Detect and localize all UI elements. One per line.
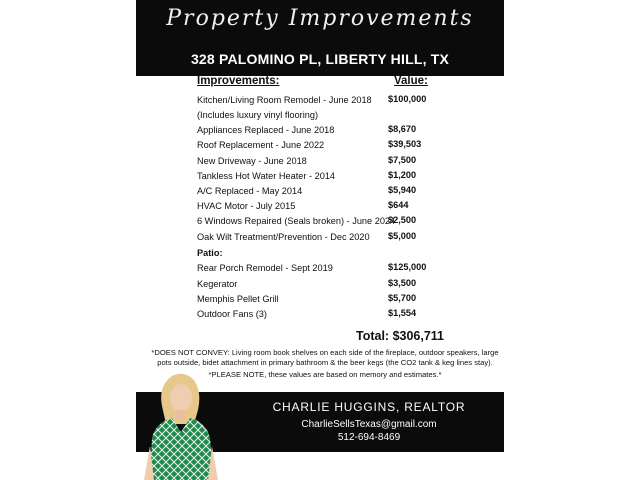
item-value: $644 (388, 200, 409, 210)
item-value: $3,500 (388, 278, 417, 288)
list-item (197, 279, 497, 293)
item-value: $5,940 (388, 185, 417, 195)
list-item (197, 201, 497, 215)
item-value: $39,503 (388, 139, 422, 149)
list-item (197, 186, 497, 200)
item-value: $5,000 (388, 231, 417, 241)
item-label: Kitchen/Living Room Remodel - June 2018 (197, 95, 372, 105)
item-label: Appliances Replaced - June 2018 (197, 125, 335, 135)
item-label: Patio: (197, 248, 223, 258)
item-label: Oak Wilt Treatment/Prevention - Dec 2020 (197, 232, 370, 242)
property-address: 328 PALOMINO PL, LIBERTY HILL, TX (190, 51, 450, 67)
patio-subheading (197, 248, 497, 262)
item-label: (Includes luxury vinyl flooring) (197, 110, 319, 120)
header-banner (136, 0, 504, 76)
item-value: $5,700 (388, 293, 417, 303)
list-item (197, 125, 497, 139)
list-item (197, 216, 497, 230)
list-item (197, 232, 497, 246)
item-value: $8,670 (388, 124, 417, 134)
list-item (197, 309, 497, 323)
script-title: Property Improvements (166, 6, 474, 31)
agent-name: CHARLIE HUGGINS, REALTOR (272, 400, 466, 414)
item-label: Rear Porch Remodel - Sept 2019 (197, 263, 333, 273)
total-value: Total: $306,711 (356, 329, 445, 343)
item-value: $1,554 (388, 308, 417, 318)
item-label: HVAC Motor - July 2015 (197, 201, 296, 211)
item-value: $1,200 (388, 170, 417, 180)
list-item (197, 171, 497, 185)
item-value: $2,500 (388, 215, 417, 225)
item-label: Memphis Pellet Grill (197, 294, 279, 304)
item-label: 6 Windows Repaired (Seals broken) - June 2024 (197, 216, 396, 226)
agent-photo (142, 366, 220, 480)
item-value: $125,000 (388, 262, 427, 272)
please-note: *PLEASE NOTE, these values are based on memory and estimates.* (208, 370, 442, 379)
list-item (197, 263, 497, 277)
agent-phone[interactable]: 512-694-8469 (337, 432, 401, 443)
list-item (197, 294, 497, 308)
item-label: New Driveway - June 2018 (197, 156, 307, 166)
item-value: $100,000 (388, 94, 427, 104)
value-column-header: Value: (394, 75, 428, 87)
list-item (197, 95, 497, 109)
list-item (197, 140, 497, 154)
improvements-column-header: Improvements: (197, 75, 280, 87)
agent-email[interactable]: CharlieSellsTexas@gmail.com (301, 419, 437, 430)
flyer-page (136, 0, 504, 480)
item-label: A/C Replaced - May 2014 (197, 186, 303, 196)
item-value: $7,500 (388, 155, 417, 165)
item-label: Tankless Hot Water Heater - 2014 (197, 171, 336, 181)
does-not-convey-note: *DOES NOT CONVEY: Living room book shelves on each side of the fireplace, outdoor speakers, large pots outside, bidet attachment in primary bathroom & the beer kegs (the CO2 tank & keg lines stay). (151, 348, 499, 367)
item-label: Outdoor Fans (3) (197, 309, 267, 319)
item-label: Roof Replacement - June 2022 (197, 140, 325, 150)
list-item (197, 110, 497, 124)
item-label: Kegerator (197, 279, 238, 289)
list-item (197, 156, 497, 170)
